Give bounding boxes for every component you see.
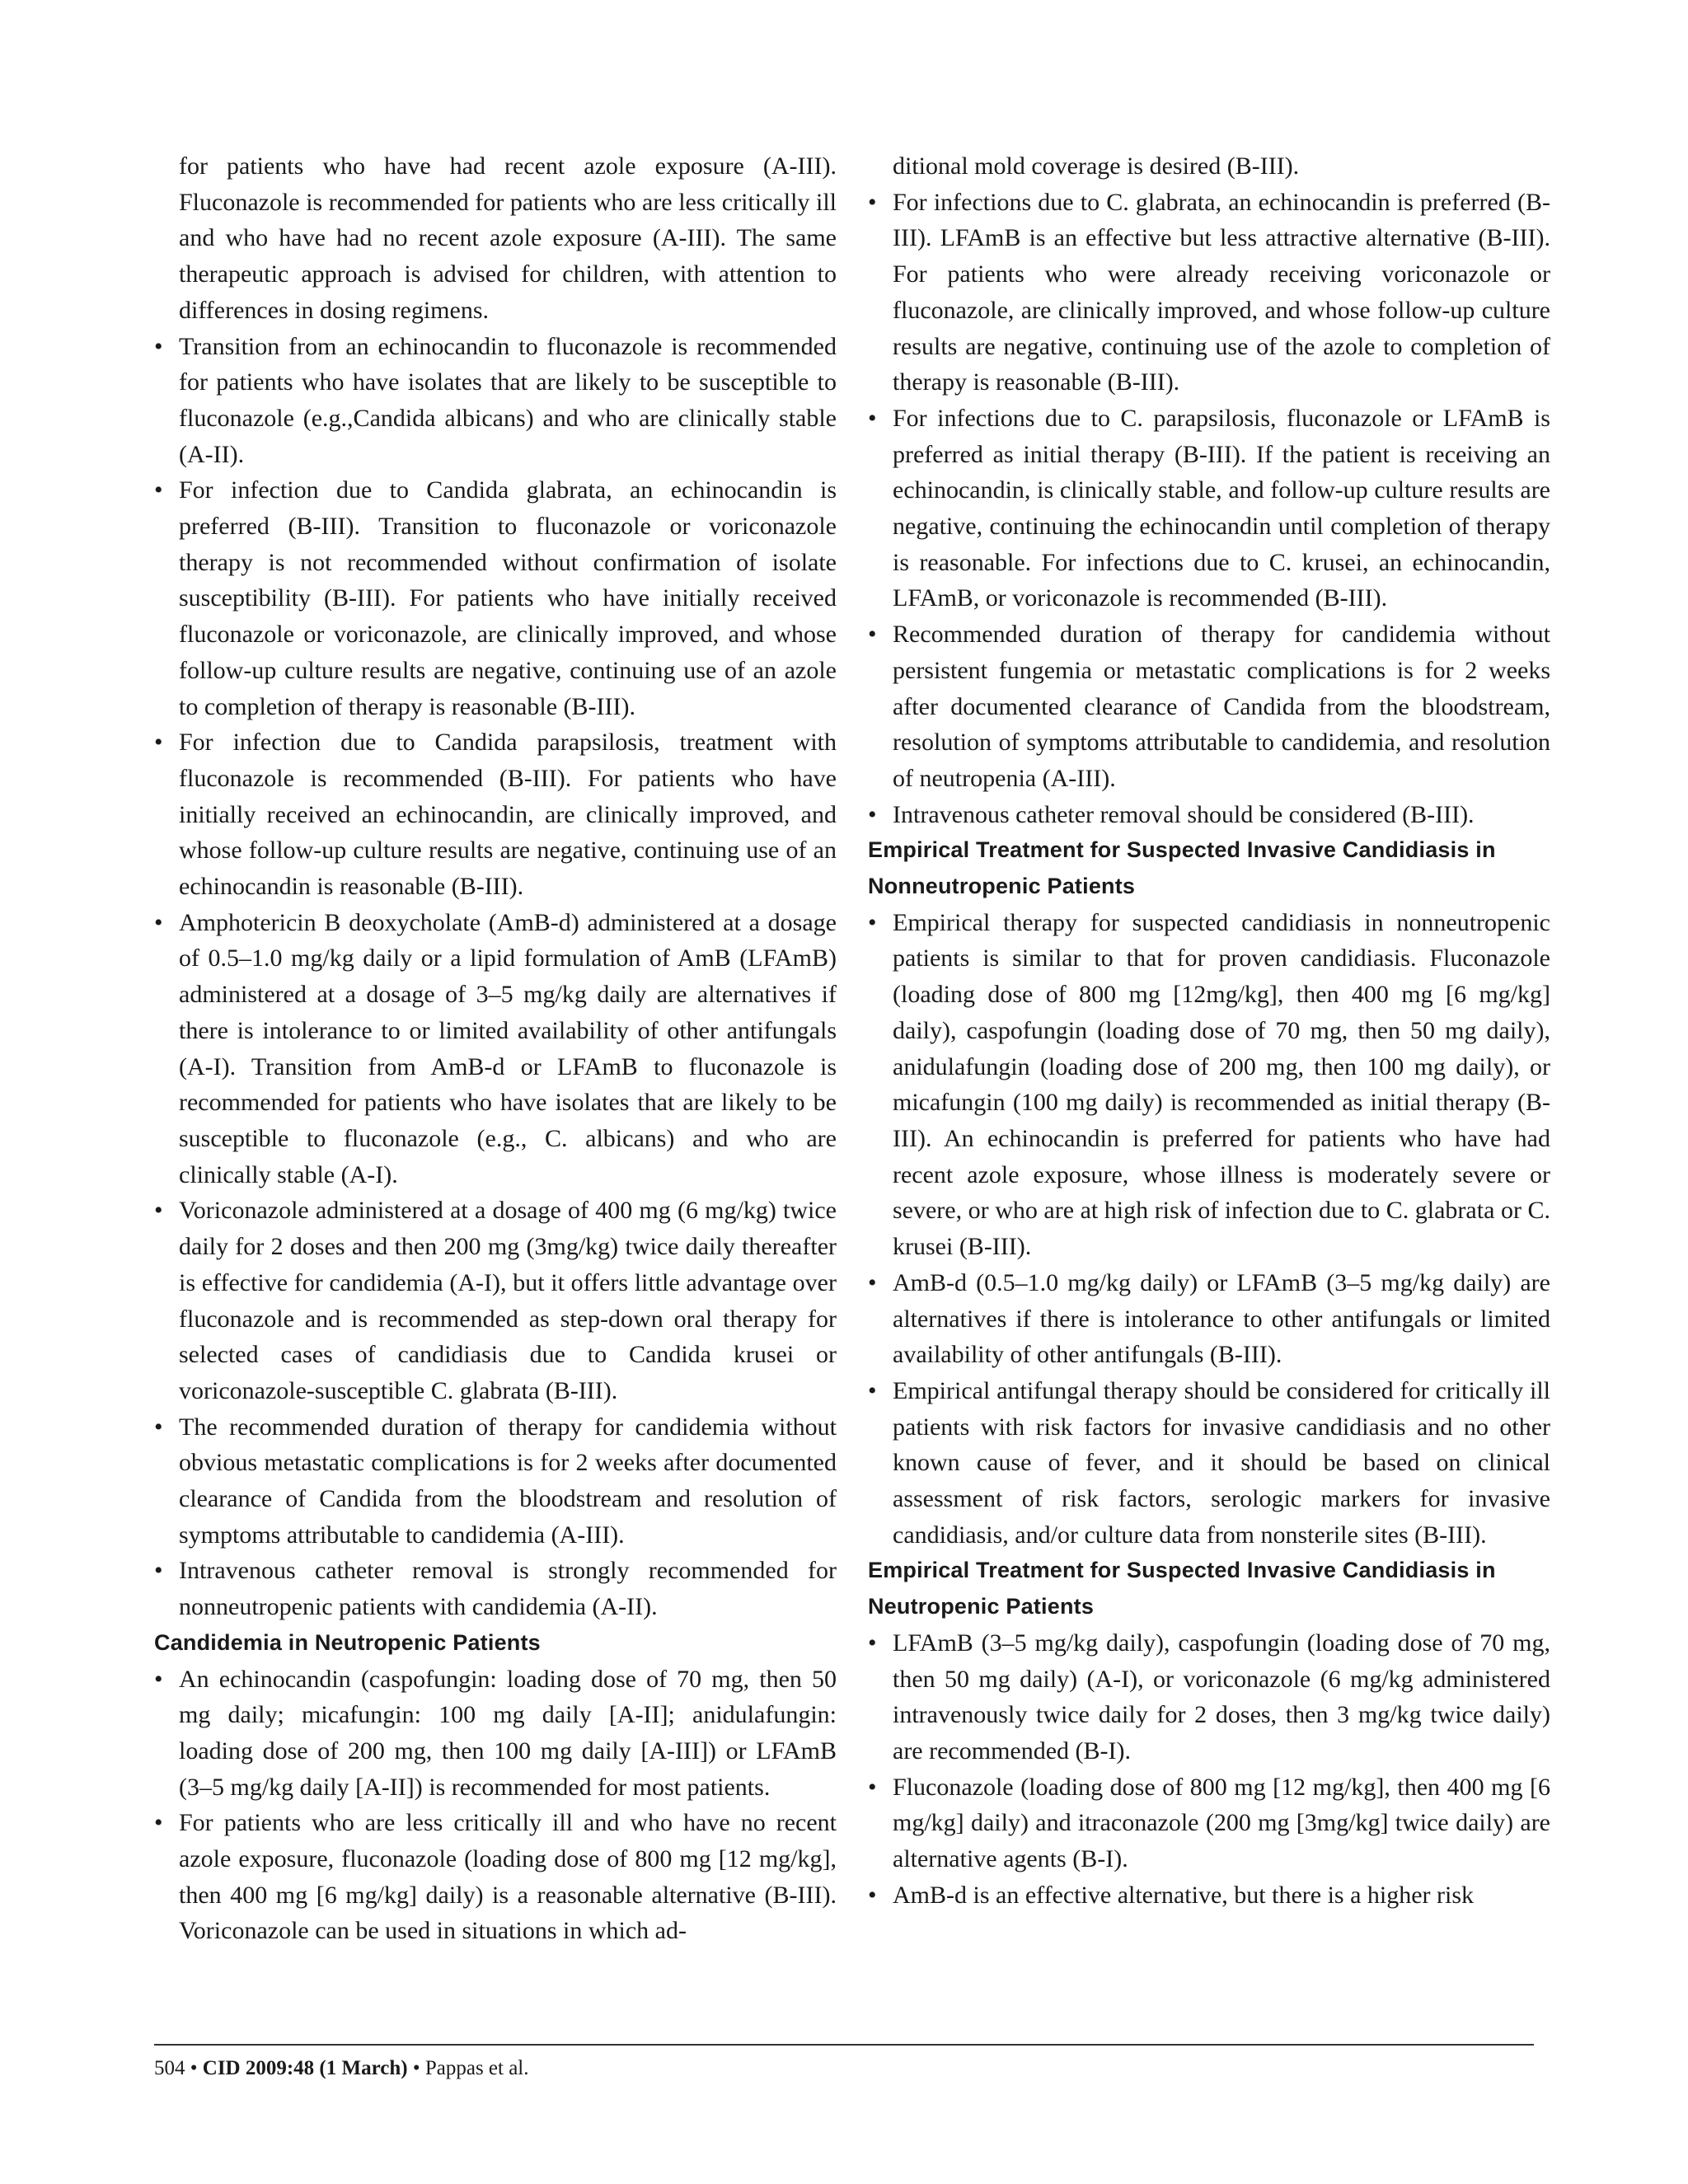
list-item: • Intravenous catheter removal should be considered (B-III).: [868, 797, 1550, 833]
list-item: • Transition from an echinocandin to fluconazole is recommended for patients who have isolates that are likely to be susceptible to fluconazole (e.g.,Candida albicans) and who are clinically stable (A-II).: [154, 329, 837, 473]
author-credit: Pappas et al.: [424, 2057, 529, 2079]
section-heading: Empirical Treatment for Suspected Invasive Candidiasis in Nonneutropenic Patients: [868, 837, 1496, 899]
bullet-list: [154, 329, 837, 1625]
list-item: • For patients who are less critically ill and who have no recent azole exposure, fluconazole (loading dose of 800 mg [12 mg/kg], then 400 mg [6 mg/kg] daily) is a reasonable alternative (B-III). Voriconazole can be used in situations in which ad-: [154, 1805, 837, 1949]
list-item: • Empirical antifungal therapy should be considered for critically ill patients with risk factors for invasive candidiasis and no other known cause of fever, and it should be based on clinical assessment of risk factors, serologic markers for invasive candidiasis, and/or culture data from nonsterile sites (B-III).: [868, 1373, 1550, 1554]
page-footer: [154, 2054, 529, 2083]
bullet-list: [154, 1661, 837, 1950]
list-item: • For infections due to C. glabrata, an echinocandin is preferred (B-III). LFAmB is an effective but less attractive alternative (B-III). For patients who were already receiving voriconazole or fluconazole, are clinically improved, and whose follow-up culture results are negative, continuing use of the azole to completion of therapy is reasonable (B-III).: [868, 185, 1550, 401]
paragraph-continuation: ditional mold coverage is desired (B-III).: [893, 152, 1300, 180]
paragraph-continuation: for patients who have had recent azole exposure (A-III). Fluconazole is recommended for patients who are less critically ill and who have had no recent azole exposure (A-III). The same therapeutic approach is advised for children, with attention to differences in dosing regimens.: [179, 152, 837, 324]
section-heading: Empirical Treatment for Suspected Invasive Candidiasis in Neutropenic Patients: [868, 1558, 1496, 1619]
list-item: • For infection due to Candida glabrata, an echinocandin is preferred (B-III). Transition to fluconazole or voriconazole therapy is not recommended without confirmation of isolate susceptibility (B-III). For patients who have initially received fluconazole or voriconazole, are clinically improved, and whose follow-up culture results are negative, continuing use of an azole to completion of therapy is reasonable (B-III).: [154, 472, 837, 724]
footer-separator: •: [190, 2057, 198, 2079]
footer-rule: [154, 2044, 1534, 2046]
footer-separator: •: [412, 2057, 420, 2079]
list-item: • AmB-d (0.5–1.0 mg/kg daily) or LFAmB (3–5 mg/kg daily) are alternatives if there is intolerance to other antifungals or limited availability of other antifungals (B-III).: [868, 1265, 1550, 1373]
page-number: 504: [154, 2057, 185, 2079]
bullet-list: [868, 185, 1550, 833]
bullet-list: [868, 1625, 1550, 1914]
list-item: • Intravenous catheter removal is strongly recommended for nonneutropenic patients with candidemia (A-II).: [154, 1553, 837, 1624]
list-item: • For infection due to Candida parapsilosis, treatment with fluconazole is recommended (B-III). For patients who have initially received an echinocandin, are clinically improved, and whose follow-up culture results are negative, continuing use of an echinocandin is reasonable (B-III).: [154, 724, 837, 905]
list-item: • For infections due to C. parapsilosis, fluconazole or LFAmB is preferred as initial therapy (B-III). If the patient is receiving an echinocandin, is clinically stable, and follow-up culture results are negative, continuing the echinocandin until completion of therapy is reasonable. For infections due to C. krusei, an echinocandin, LFAmB, or voriconazole is recommended (B-III).: [868, 401, 1550, 616]
list-item: • Voriconazole administered at a dosage of 400 mg (6 mg/kg) twice daily for 2 doses and then 200 mg (3mg/kg) twice daily thereafter is effective for candidemia (A-I), but it offers little advantage over fluconazole and is recommended as step-down oral therapy for selected cases of candidiasis due to Candida krusei or voriconazole-susceptible C. glabrata (B-III).: [154, 1193, 837, 1408]
list-item: • Amphotericin B deoxycholate (AmB-d) administered at a dosage of 0.5–1.0 mg/kg daily or a lipid formulation of AmB (LFAmB) administered at a dosage of 3–5 mg/kg daily are alternatives if there is intolerance to or limited availability of other antifungals (A-I). Transition from AmB-d or LFAmB to fluconazole is recommended for patients who have isolates that are likely to be susceptible to fluconazole (e.g., C. albicans) and who are clinically stable (A-I).: [154, 905, 837, 1193]
list-item: • An echinocandin (caspofungin: loading dose of 70 mg, then 50 mg daily; micafungin: 100 mg daily [A-II]; anidulafungin: loading dose of 200 mg, then 100 mg daily [A-III]) or LFAmB (3–5 mg/kg daily [A-II]) is recommended for most patients.: [154, 1661, 837, 1806]
right-column: [868, 148, 1550, 1913]
list-item: • Recommended duration of therapy for candidemia without persistent fungemia or metastatic complications is for 2 weeks after documented clearance of Candida from the bloodstream, resolution of symptoms attributable to candidemia, and resolution of neutropenia (A-III).: [868, 616, 1550, 797]
left-column: [154, 148, 837, 1949]
section-heading: Candidemia in Neutropenic Patients: [154, 1629, 541, 1655]
list-item: • AmB-d is an effective alternative, but there is a higher risk: [868, 1877, 1550, 1914]
list-item: • Empirical therapy for suspected candidiasis in nonneutropenic patients is similar to that for proven candidiasis. Fluconazole (loading dose of 800 mg [12mg/kg], then 400 mg [6 mg/kg] daily), caspofungin (loading dose of 70 mg, then 50 mg daily), anidulafungin (loading dose of 200 mg, then 100 mg daily), or micafungin (100 mg daily) is recommended as initial therapy (B-III). An echinocandin is preferred for patients who have had recent azole exposure, whose illness is moderately severe or severe, or who are at high risk of infection due to C. glabrata or C. krusei (B-III).: [868, 905, 1550, 1265]
journal-citation: CID 2009:48 (1 March): [202, 2057, 408, 2079]
list-item: • Fluconazole (loading dose of 800 mg [12 mg/kg], then 400 mg [6 mg/kg] daily) and itraconazole (200 mg [3mg/kg] twice daily) are alternative agents (B-I).: [868, 1769, 1550, 1877]
bullet-list: [868, 905, 1550, 1554]
list-item: • The recommended duration of therapy for candidemia without obvious metastatic complications is for 2 weeks after documented clearance of Candida from the bloodstream and resolution of symptoms attributable to candidemia (A-III).: [154, 1409, 837, 1554]
list-item: • LFAmB (3–5 mg/kg daily), caspofungin (loading dose of 70 mg, then 50 mg daily) (A-I), or voriconazole (6 mg/kg administered intravenously twice daily for 2 doses, then 3 mg/kg twice daily) are recommended (B-I).: [868, 1625, 1550, 1769]
